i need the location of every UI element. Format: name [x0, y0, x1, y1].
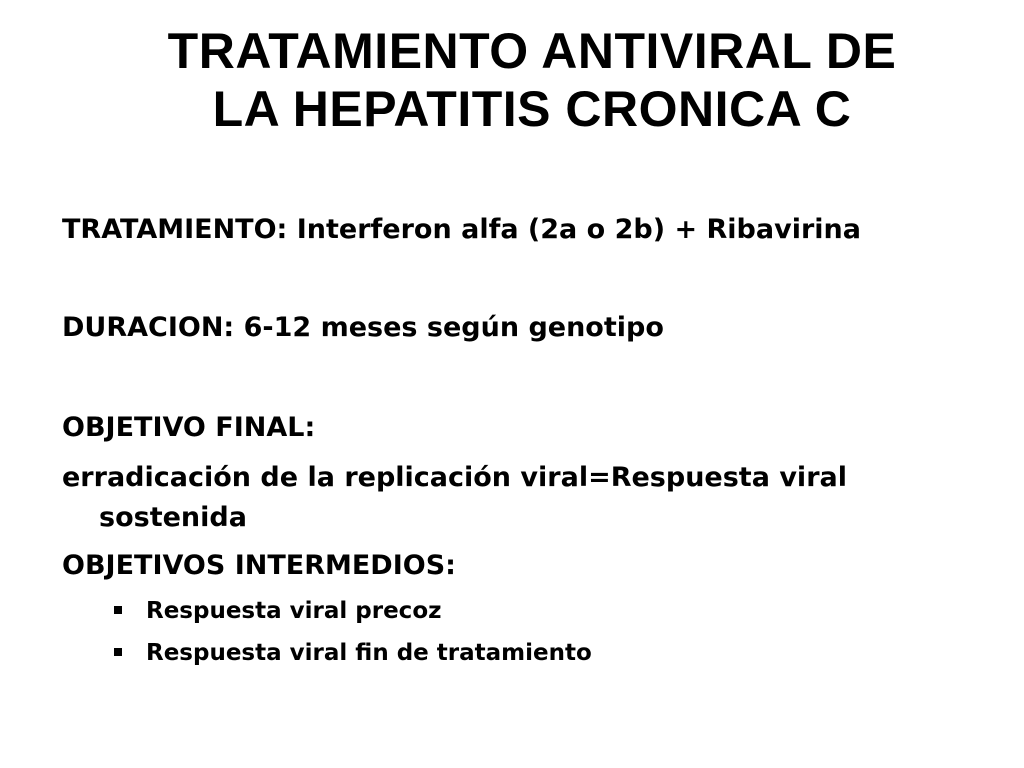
duracion-line: DURACION: 6-12 meses según genotipo — [62, 312, 664, 343]
objetivos-intermedios-label: OBJETIVOS INTERMEDIOS: — [62, 550, 456, 581]
square-bullet-icon — [114, 606, 122, 614]
list-item-text: Respuesta viral precoz — [146, 598, 442, 624]
list-item-text: Respuesta viral fin de tratamiento — [146, 640, 592, 666]
objetivo-final-text — [62, 460, 992, 536]
objetivos-intermedios-list — [114, 596, 592, 680]
objetivo-final-text-line-2: sostenida — [99, 502, 247, 533]
slide-title — [40, 22, 1024, 138]
list-item — [114, 596, 592, 626]
slide-title-line-2: LA HEPATITIS CRONICA C — [212, 81, 852, 137]
square-bullet-icon — [114, 648, 122, 656]
slide-title-line-1: TRATAMIENTO ANTIVIRAL DE — [167, 23, 897, 79]
objetivo-final-text-line-1: erradicación de la replicación viral=Respuesta viral — [62, 462, 847, 493]
objetivo-final-label: OBJETIVO FINAL: — [62, 412, 316, 443]
tratamiento-line: TRATAMIENTO: Interferon alfa (2a o 2b) + Ribavirina — [62, 214, 861, 245]
list-item — [114, 638, 592, 668]
